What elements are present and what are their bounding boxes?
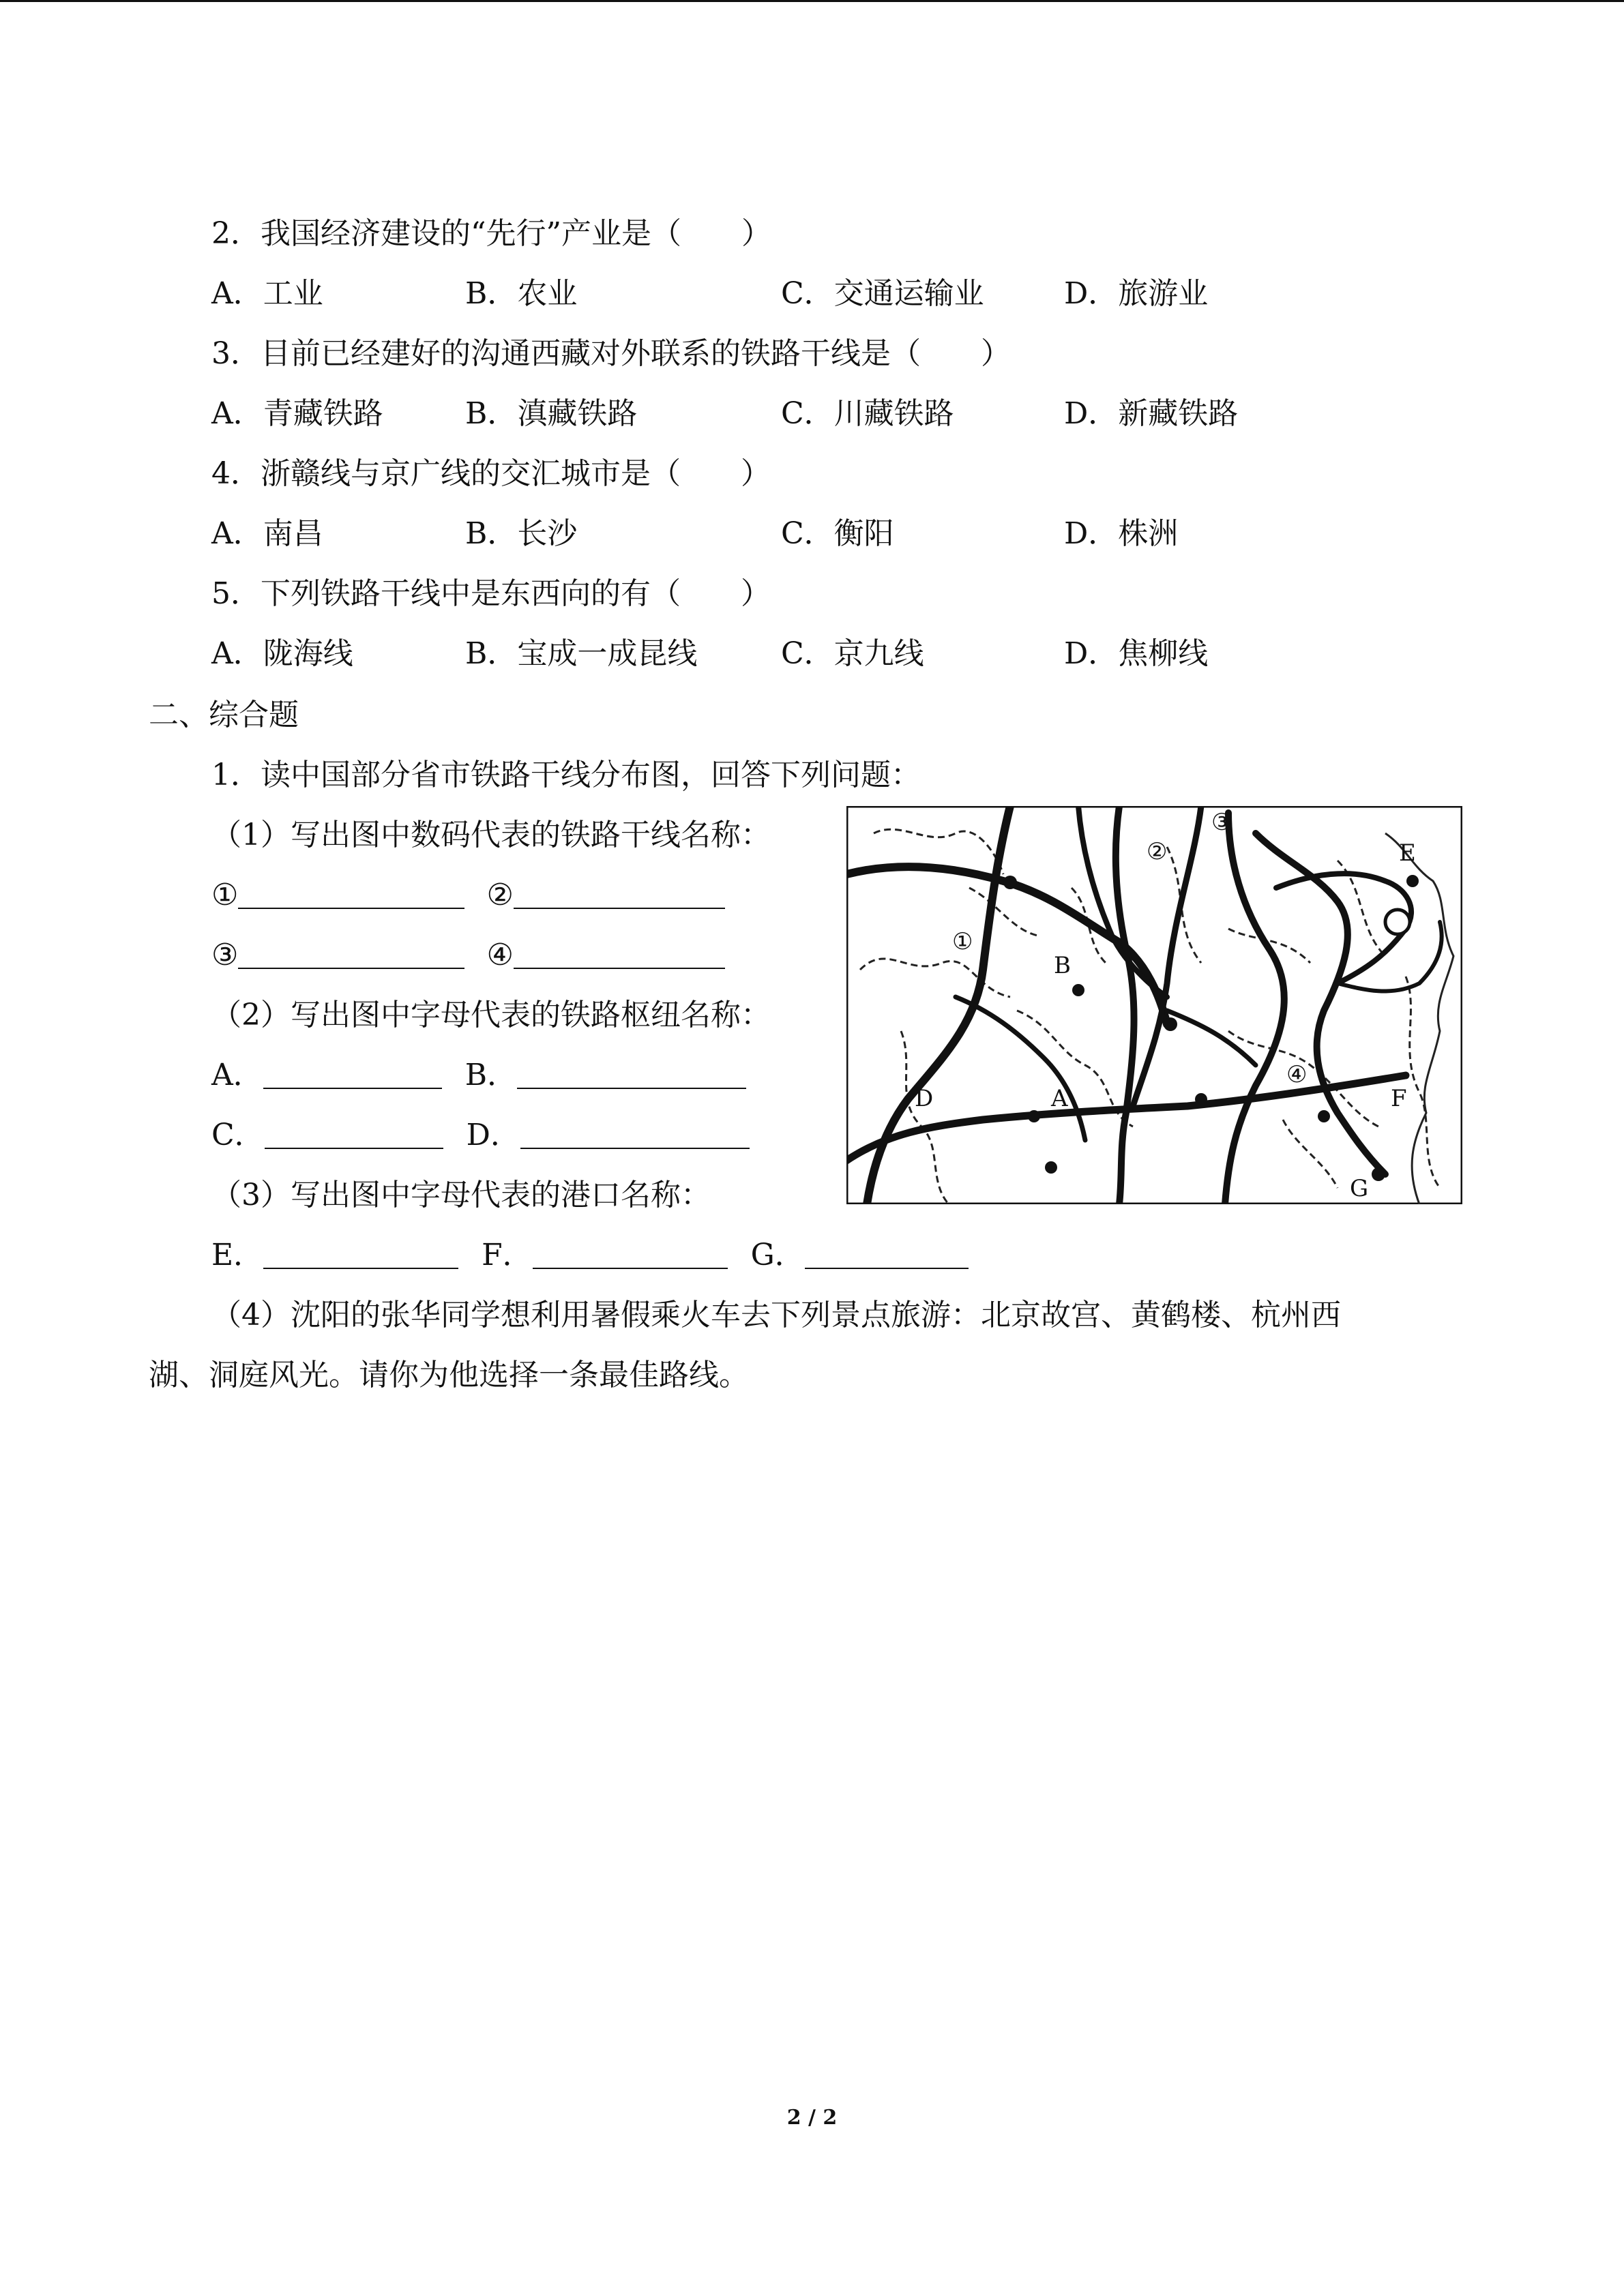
q2-option-d[interactable]: D．旅游业	[1064, 276, 1209, 311]
q2-option-a[interactable]: A．工业	[211, 276, 323, 311]
part-4-line-2: 湖、洞庭风光。请你为他选择一条最佳路线。	[149, 1358, 749, 1392]
part-1-row-2	[211, 936, 725, 974]
map-label-g: G	[1350, 1175, 1369, 1202]
q4-option-a[interactable]: A．南昌	[211, 516, 323, 551]
part-1-prompt: （1）写出图中数码代表的铁路干线名称：	[211, 818, 771, 852]
answer-blank-g[interactable]	[805, 1240, 969, 1269]
label-port-g: G．	[750, 1238, 805, 1272]
section-heading: 二、综合题	[149, 698, 299, 732]
label-port-f: F．	[482, 1238, 533, 1272]
map-label-d: D	[915, 1085, 934, 1112]
q3-option-a[interactable]: A．青藏铁路	[211, 396, 383, 431]
answer-blank-3[interactable]	[238, 940, 464, 969]
port-e-marker	[1385, 910, 1410, 934]
q5-option-a[interactable]: A．陇海线	[211, 636, 353, 671]
question-5: 5．下列铁路干线中是东西向的有（ ）	[211, 576, 771, 611]
q5-option-d[interactable]: D．焦柳线	[1064, 636, 1209, 671]
label-num-1: ①	[211, 878, 239, 912]
answer-blank-e[interactable]	[263, 1240, 458, 1269]
label-hub-c: C．	[211, 1118, 265, 1152]
part-1-row-1	[211, 876, 725, 914]
map-label-e: E	[1399, 839, 1416, 867]
part-2-prompt: （2）写出图中字母代表的铁路枢纽名称：	[211, 998, 771, 1032]
answer-blank-4[interactable]	[514, 940, 725, 969]
part-3-prompt: （3）写出图中字母代表的港口名称：	[211, 1178, 711, 1212]
q2-option-b[interactable]: B．农业	[465, 276, 578, 311]
label-hub-b: B．	[464, 1058, 518, 1092]
map-label-2: ②	[1147, 838, 1168, 865]
question-2: 2．我国经济建设的“先行”产业是（ ）	[211, 216, 771, 251]
q5-option-c[interactable]: C．京九线	[781, 636, 924, 671]
label-num-2: ②	[486, 878, 514, 912]
map-label-b: B	[1054, 952, 1071, 979]
q3-option-d[interactable]: D．新藏铁路	[1064, 396, 1239, 431]
answer-blank-f[interactable]	[533, 1240, 728, 1269]
page-number: 2 / 2	[786, 2106, 838, 2130]
answer-blank-a[interactable]	[263, 1060, 442, 1089]
part-2-row-1	[211, 1056, 746, 1094]
part-3-row	[211, 1236, 969, 1274]
top-border	[0, 0, 1624, 2]
map-label-f: F	[1391, 1085, 1407, 1112]
answer-blank-c[interactable]	[265, 1120, 443, 1149]
q4-option-c[interactable]: C．衡阳	[781, 516, 894, 551]
railway-map	[846, 806, 1462, 1204]
label-num-4: ④	[486, 938, 514, 972]
question-3: 3．目前已经建好的沟通西藏对外联系的铁路干线是（ ）	[211, 336, 1011, 371]
q2-option-c[interactable]: C．交通运输业	[781, 276, 984, 311]
label-port-e: E．	[211, 1238, 264, 1272]
comprehensive-question-1: 1．读中国部分省市铁路干线分布图，回答下列问题：	[211, 758, 921, 792]
answer-blank-d[interactable]	[520, 1120, 750, 1149]
q3-option-c[interactable]: C．川藏铁路	[781, 396, 954, 431]
question-4: 4．浙赣线与京广线的交汇城市是（ ）	[211, 456, 771, 491]
q3-option-b[interactable]: B．滇藏铁路	[465, 396, 638, 431]
label-num-3: ③	[211, 938, 239, 972]
answer-blank-2[interactable]	[514, 880, 725, 909]
label-hub-d: D．	[466, 1118, 520, 1152]
answer-blank-b[interactable]	[517, 1060, 746, 1089]
answer-blank-1[interactable]	[238, 880, 464, 909]
map-label-3: ③	[1211, 809, 1232, 836]
map-label-1: ①	[952, 928, 973, 955]
map-label-4: ④	[1286, 1061, 1308, 1088]
q5-option-b[interactable]: B．宝成一成昆线	[465, 636, 698, 671]
q4-option-d[interactable]: D．株洲	[1064, 516, 1179, 551]
q4-option-b[interactable]: B．长沙	[465, 516, 578, 551]
part-2-row-2	[211, 1116, 750, 1154]
part-4-line-1: （4）沈阳的张华同学想利用暑假乘火车去下列景点旅游：北京故宫、黄鹤楼、杭州西	[211, 1298, 1341, 1332]
map-label-a: A	[1051, 1085, 1068, 1112]
label-hub-a: A．	[211, 1058, 263, 1092]
